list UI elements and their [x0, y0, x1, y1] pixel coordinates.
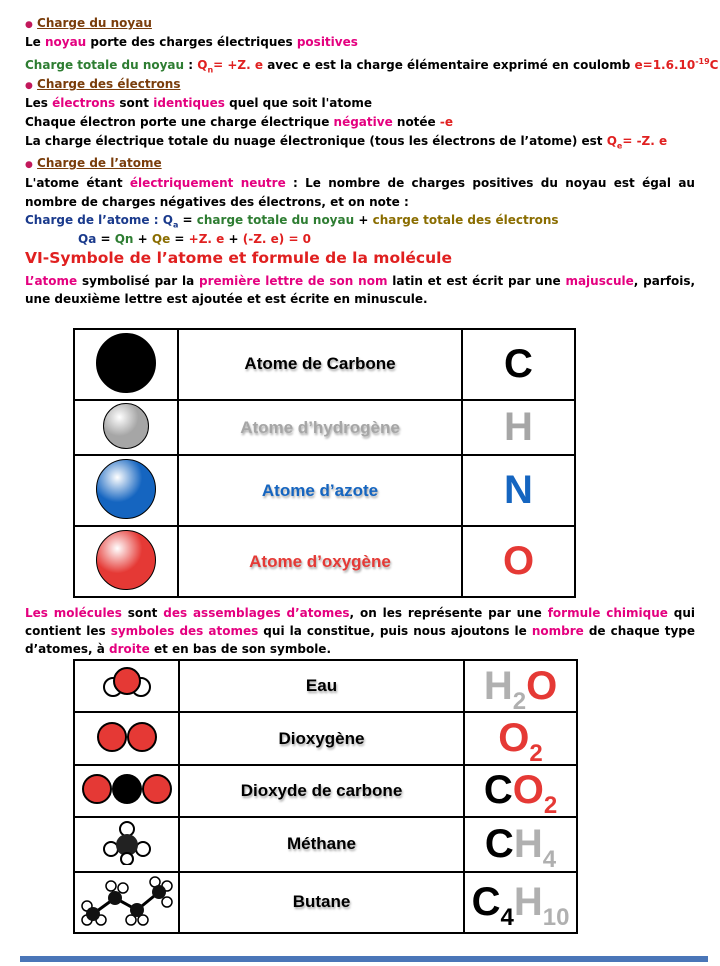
atom-name: Atome de Carbone	[244, 354, 396, 374]
atom-name: Atome d’azote	[261, 480, 379, 500]
molecule-row	[74, 817, 577, 872]
atom-symbol: N	[504, 468, 533, 513]
molecule-name: Méthane	[287, 834, 356, 854]
atom-row	[74, 455, 575, 526]
molecule-formula: O2	[498, 716, 543, 768]
molecule-row	[74, 872, 577, 933]
section-title: VI-Symbole de l’atome et formule de la molécule	[25, 249, 452, 267]
text-line: Charge de l’atome : $Q_a$ = charge totale du noyau + charge totale des électrons	[25, 213, 559, 230]
section-heading-noyau: ● Charge du noyau	[25, 16, 152, 30]
atoms-table	[73, 328, 576, 598]
section-heading-atome: ● Charge de l’atome	[25, 156, 162, 170]
bullet-icon: ●	[25, 20, 33, 30]
section-heading-electrons: ● Charge des électrons	[25, 77, 181, 91]
paragraph: L'atome étant électriquement neutre : Le nombre de charges positives du noyau est égal au nombre de charges négatives des électrons, et on note :	[25, 176, 695, 209]
molecule-model-icon	[97, 694, 157, 708]
paragraph: L’atome symbolisé par la première lettre de son nom latin et est écrit par une majuscule, parfois, une deuxième lettre est ajoutée et est écrite en minuscule.	[25, 274, 696, 306]
text-line: Charge totale du noyau : $Q_n= +Z$. e avec e est la charge élémentaire exprimé en coulomb $e=1.6.10^{-19}C$	[25, 57, 719, 75]
text-line: Chaque électron porte une charge électrique négative notée -e	[25, 115, 453, 129]
atom-ball-icon	[96, 530, 156, 590]
text-line: La charge électrique totale du nuage électronique (tous les électrons de l’atome) est $Q_e= -Z$. e	[25, 134, 668, 151]
atom-name: Atome d’oxygène	[249, 551, 391, 571]
atom-ball-icon	[103, 403, 149, 449]
atom-symbol: O	[502, 539, 535, 584]
molecule-row	[74, 660, 577, 712]
atom-symbol: H	[504, 405, 533, 450]
molecule-formula: CH4	[484, 821, 557, 873]
text-line: Les électrons sont identiques quel que soit l'atome	[25, 96, 373, 110]
molecule-name: Butane	[292, 892, 351, 912]
molecule-row	[74, 765, 577, 817]
molecule-model-icon	[79, 798, 175, 812]
molecule-formula: C4H10	[471, 879, 570, 931]
atom-row	[74, 400, 575, 456]
atom-ball-icon	[96, 459, 156, 519]
atom-ball-icon	[96, 333, 156, 393]
footer-rule	[20, 956, 708, 962]
molecule-model-icon	[97, 854, 157, 868]
atom-symbol: C	[504, 341, 533, 386]
bullet-icon: ●	[25, 81, 33, 91]
molecule-row	[74, 712, 577, 764]
atom-row	[74, 329, 575, 400]
molecule-formula: H2O	[483, 663, 558, 715]
atom-row	[74, 526, 575, 597]
molecule-model-icon	[92, 746, 162, 760]
molecule-model-icon	[81, 915, 173, 929]
atom-name: Atome d’hydrogène	[240, 417, 400, 437]
molecule-name: Dioxyde de carbone	[240, 780, 403, 800]
text-line: Le noyau porte des charges électriques positives	[25, 35, 358, 49]
molecule-name: Eau	[305, 676, 338, 696]
molecule-formula: CO2	[483, 768, 558, 820]
molecule-name: Dioxygène	[278, 728, 365, 748]
molecules-table	[73, 659, 578, 934]
bullet-icon: ●	[25, 160, 33, 170]
paragraph: Les molécules sont des assemblages d’atomes, on les représente par une formule chimique qui contient les symboles des atomes qui la constitue, puis nous ajoutons le nombre de chaque type d’atomes, à droite et en bas de son symbole.	[25, 606, 696, 656]
equation: Qa = Qn + Qe = +Z. e + (-Z. e) = 0	[78, 232, 312, 246]
